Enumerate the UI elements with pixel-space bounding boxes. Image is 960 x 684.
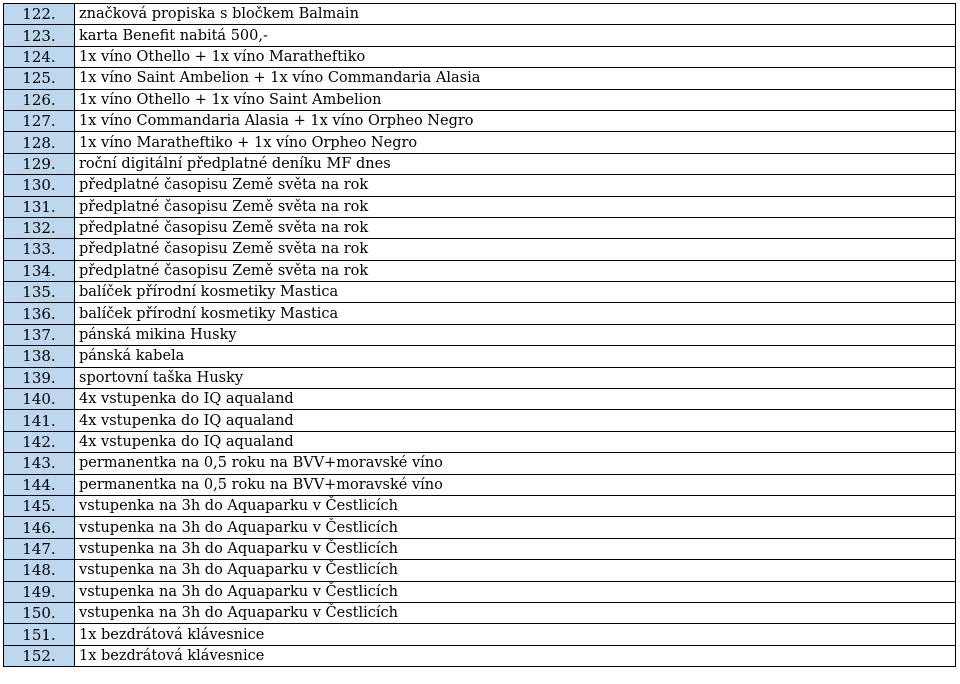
prize-item-cell: 4x vstupenka do IQ aqualand — [75, 410, 956, 431]
table-row — [4, 196, 956, 217]
table-row — [4, 110, 956, 131]
table-row — [4, 4, 956, 25]
table-row — [4, 645, 956, 666]
prize-item-cell: předplatné časopisu Země světa na rok — [75, 260, 956, 281]
table-row — [4, 602, 956, 623]
prize-item-cell: předplatné časopisu Země světa na rok — [75, 196, 956, 217]
prize-item-cell: 1x víno Maratheftiko + 1x víno Orpheo Negro — [75, 132, 956, 153]
prize-item-cell: balíček přírodní kosmetiky Mastica — [75, 282, 956, 303]
row-number-cell: 140. — [4, 389, 75, 410]
prize-item-cell: předplatné časopisu Země světa na rok — [75, 217, 956, 238]
prize-item-cell: 1x víno Saint Ambelion + 1x víno Commandaria Alasia — [75, 68, 956, 89]
table-row — [4, 68, 956, 89]
row-number-cell: 143. — [4, 453, 75, 474]
table-row — [4, 431, 956, 452]
table-row — [4, 89, 956, 110]
table-row — [4, 624, 956, 645]
table-row — [4, 346, 956, 367]
row-number-cell: 148. — [4, 560, 75, 581]
row-number-cell: 142. — [4, 431, 75, 452]
table-row — [4, 175, 956, 196]
table-row — [4, 46, 956, 67]
row-number-cell: 150. — [4, 602, 75, 623]
row-number-cell: 130. — [4, 175, 75, 196]
prize-list-table — [3, 3, 956, 667]
row-number-cell: 133. — [4, 239, 75, 260]
table-row — [4, 260, 956, 281]
row-number-cell: 126. — [4, 89, 75, 110]
row-number-cell: 135. — [4, 282, 75, 303]
row-number-cell: 134. — [4, 260, 75, 281]
row-number-cell: 128. — [4, 132, 75, 153]
table-row — [4, 367, 956, 388]
table-row — [4, 581, 956, 602]
table-row — [4, 410, 956, 431]
row-number-cell: 124. — [4, 46, 75, 67]
table-row — [4, 324, 956, 345]
table-row — [4, 303, 956, 324]
prize-item-cell: 1x víno Commandaria Alasia + 1x víno Orpheo Negro — [75, 110, 956, 131]
prize-item-cell: předplatné časopisu Země světa na rok — [75, 239, 956, 260]
row-number-cell: 132. — [4, 217, 75, 238]
row-number-cell: 151. — [4, 624, 75, 645]
row-number-cell: 137. — [4, 324, 75, 345]
prize-item-cell: předplatné časopisu Země světa na rok — [75, 175, 956, 196]
prize-list-body — [4, 4, 956, 667]
row-number-cell: 138. — [4, 346, 75, 367]
prize-item-cell: vstupenka na 3h do Aquaparku v Čestlicích — [75, 560, 956, 581]
row-number-cell: 127. — [4, 110, 75, 131]
row-number-cell: 123. — [4, 25, 75, 46]
row-number-cell: 125. — [4, 68, 75, 89]
prize-item-cell: 1x víno Othello + 1x víno Maratheftiko — [75, 46, 956, 67]
prize-item-cell: vstupenka na 3h do Aquaparku v Čestlicích — [75, 517, 956, 538]
prize-item-cell: permanentka na 0,5 roku na BVV+moravské víno — [75, 474, 956, 495]
table-row — [4, 217, 956, 238]
table-row — [4, 474, 956, 495]
table-row — [4, 239, 956, 260]
table-row — [4, 389, 956, 410]
table-row — [4, 282, 956, 303]
prize-item-cell: 4x vstupenka do IQ aqualand — [75, 431, 956, 452]
prize-item-cell: permanentka na 0,5 roku na BVV+moravské víno — [75, 453, 956, 474]
prize-item-cell: 4x vstupenka do IQ aqualand — [75, 389, 956, 410]
table-row — [4, 132, 956, 153]
prize-item-cell: 1x bezdrátová klávesnice — [75, 645, 956, 666]
prize-item-cell: vstupenka na 3h do Aquaparku v Čestlicích — [75, 495, 956, 516]
prize-item-cell: 1x bezdrátová klávesnice — [75, 624, 956, 645]
row-number-cell: 141. — [4, 410, 75, 431]
row-number-cell: 152. — [4, 645, 75, 666]
table-row — [4, 25, 956, 46]
prize-item-cell: pánská mikina Husky — [75, 324, 956, 345]
row-number-cell: 139. — [4, 367, 75, 388]
row-number-cell: 131. — [4, 196, 75, 217]
prize-item-cell: vstupenka na 3h do Aquaparku v Čestlicích — [75, 581, 956, 602]
prize-item-cell: sportovní taška Husky — [75, 367, 956, 388]
prize-item-cell: karta Benefit nabitá 500,- — [75, 25, 956, 46]
row-number-cell: 147. — [4, 538, 75, 559]
row-number-cell: 122. — [4, 4, 75, 25]
table-row — [4, 517, 956, 538]
row-number-cell: 136. — [4, 303, 75, 324]
prize-item-cell: značková propiska s bločkem Balmain — [75, 4, 956, 25]
table-row — [4, 495, 956, 516]
table-row — [4, 453, 956, 474]
prize-item-cell: vstupenka na 3h do Aquaparku v Čestlicích — [75, 538, 956, 559]
table-row — [4, 153, 956, 174]
prize-item-cell: vstupenka na 3h do Aquaparku v Čestlicích — [75, 602, 956, 623]
row-number-cell: 146. — [4, 517, 75, 538]
prize-item-cell: roční digitální předplatné deníku MF dnes — [75, 153, 956, 174]
row-number-cell: 145. — [4, 495, 75, 516]
prize-item-cell: 1x víno Othello + 1x víno Saint Ambelion — [75, 89, 956, 110]
row-number-cell: 144. — [4, 474, 75, 495]
prize-item-cell: pánská kabela — [75, 346, 956, 367]
row-number-cell: 149. — [4, 581, 75, 602]
row-number-cell: 129. — [4, 153, 75, 174]
table-row — [4, 538, 956, 559]
prize-item-cell: balíček přírodní kosmetiky Mastica — [75, 303, 956, 324]
table-row — [4, 560, 956, 581]
